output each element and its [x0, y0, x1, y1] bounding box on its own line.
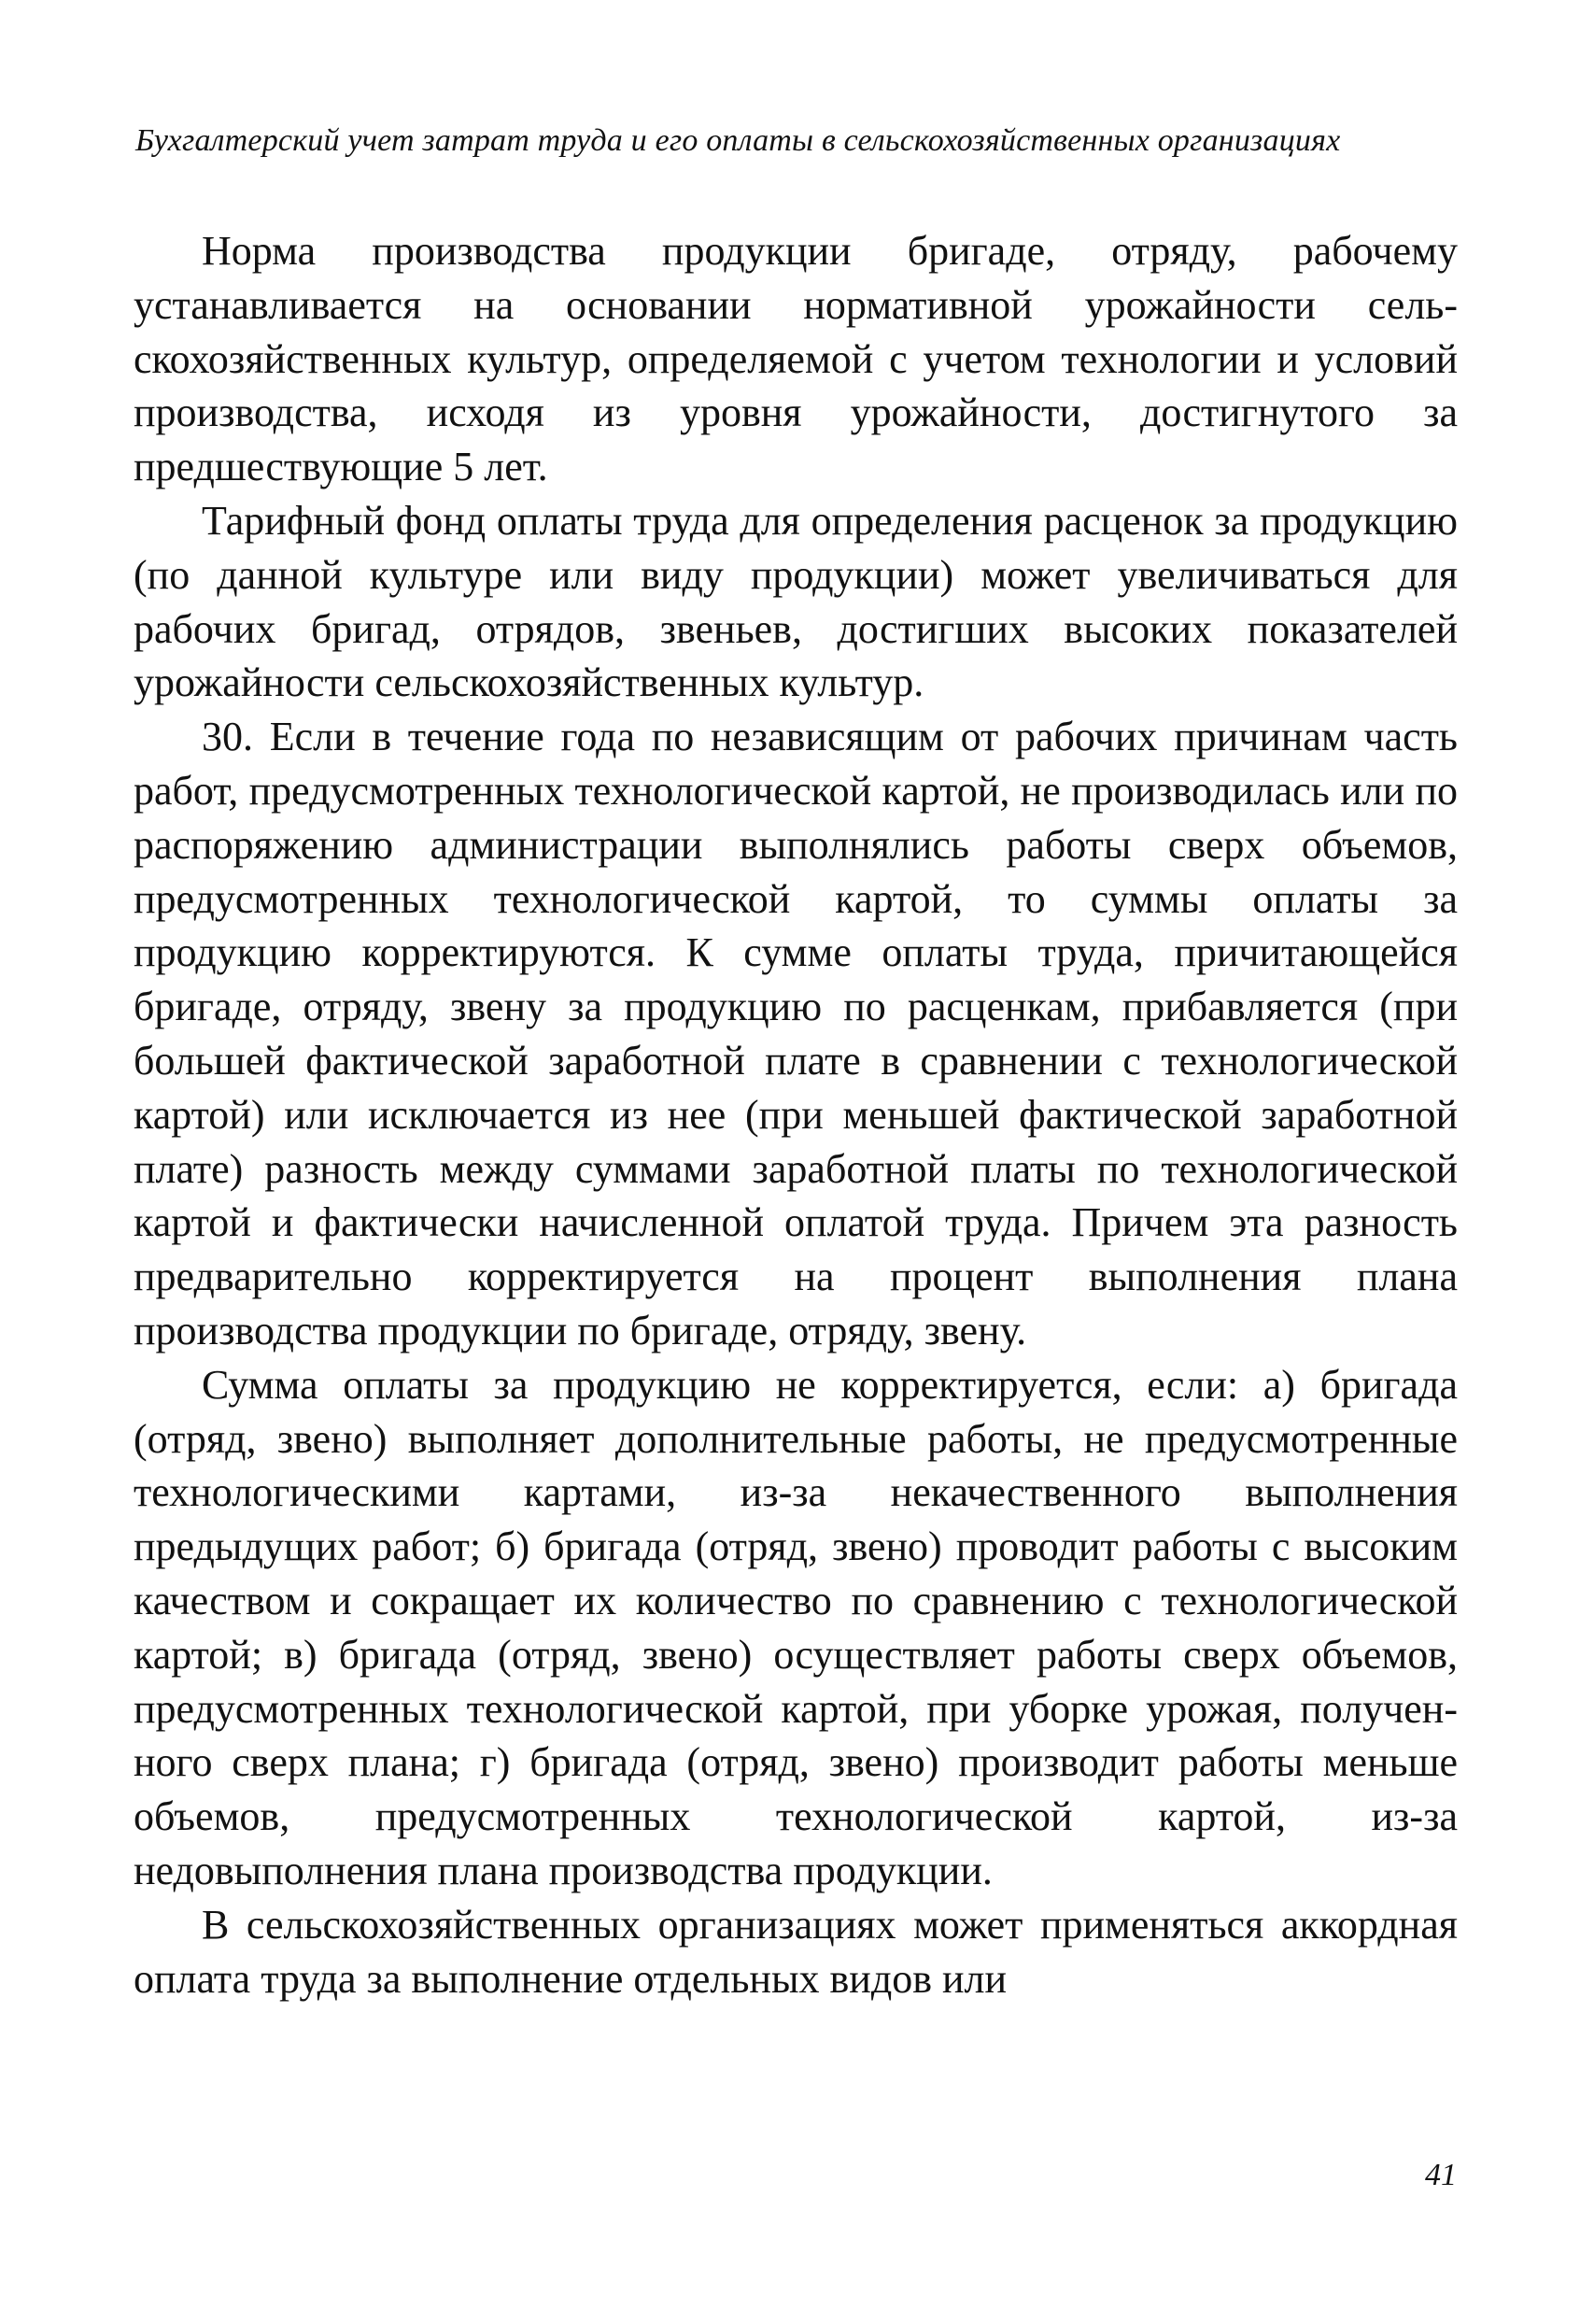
paragraph-piecework-payment: В сельскохозяйственных организациях может применяться аккордная оплата труда за выполнение отдельных видов или — [134, 1901, 1458, 2002]
running-header: Бухгалтерский учет затрат труда и его оплаты в сельскохозяйственных организациях — [135, 123, 1341, 158]
paragraph-no-correction: Сумма оплаты за продукцию не корректируется, если: а) бригада (отряд, звено) выполняет дополнительные работы, не предусмотренные технологическими картами, из-за некачественного выполнения предыдущих работ; б) бригада (отряд, звено) проводит работы с высоким качеством и сокращает их количество по сравнению с технологической картой; в) бригада (отряд, звено) осуществляет работы сверх объемов, предусмотренных технологической картой, при уборке урожая, полученного сверх плана; г) бригада (отряд, звено) производит работы меньше объемов, предусмотренных технологической картой, из-за недовыполнения плана производства продукции. — [134, 1361, 1458, 1893]
paragraph-item-30: 30. Если в течение года по независящим от рабочих причинам часть работ, предусмотренных технологической картой, не производилась или по распоряжению администрации выполнялись работы сверх объемов, предусмотренных технологической картой, то суммы оплаты за продукцию корректируются. К сумме оплаты труда, причитающейся бригаде, отряду, звену за продукцию по расценкам, прибавляется (при большей фактической заработной плате в сравнении с технологической картой) или исключается из нее (при меньшей фактической заработной плате) разность между суммами заработной платы по технологической картой и фактически начисленной оплатой труда. Причем эта разность предварительно корректируется на процент выполнения плана производства продукции по бригаде, отряду, звену. — [134, 714, 1458, 1353]
page-number: 41 — [1425, 2158, 1457, 2192]
paragraph-tariff-fund: Тарифный фонд оплаты труда для определения расценок за продукцию (по данной культуре или виду продукции) может увеличиваться для рабочих бригад, отрядов, звеньев, достигших высоких показателей урожайности сельскохозяйственных культур. — [134, 497, 1458, 706]
body-text — [134, 224, 1458, 2005]
paragraph-production-norm: Норма производства продукции бригаде, отряду, рабочему устанавливается на основании нормативной урожайности сельскохозяйственных культур, определяемой с учетом технологии и условий производства, исходя из уровня урожайности, достигнутого за предшествующие 5 лет. — [134, 228, 1458, 490]
